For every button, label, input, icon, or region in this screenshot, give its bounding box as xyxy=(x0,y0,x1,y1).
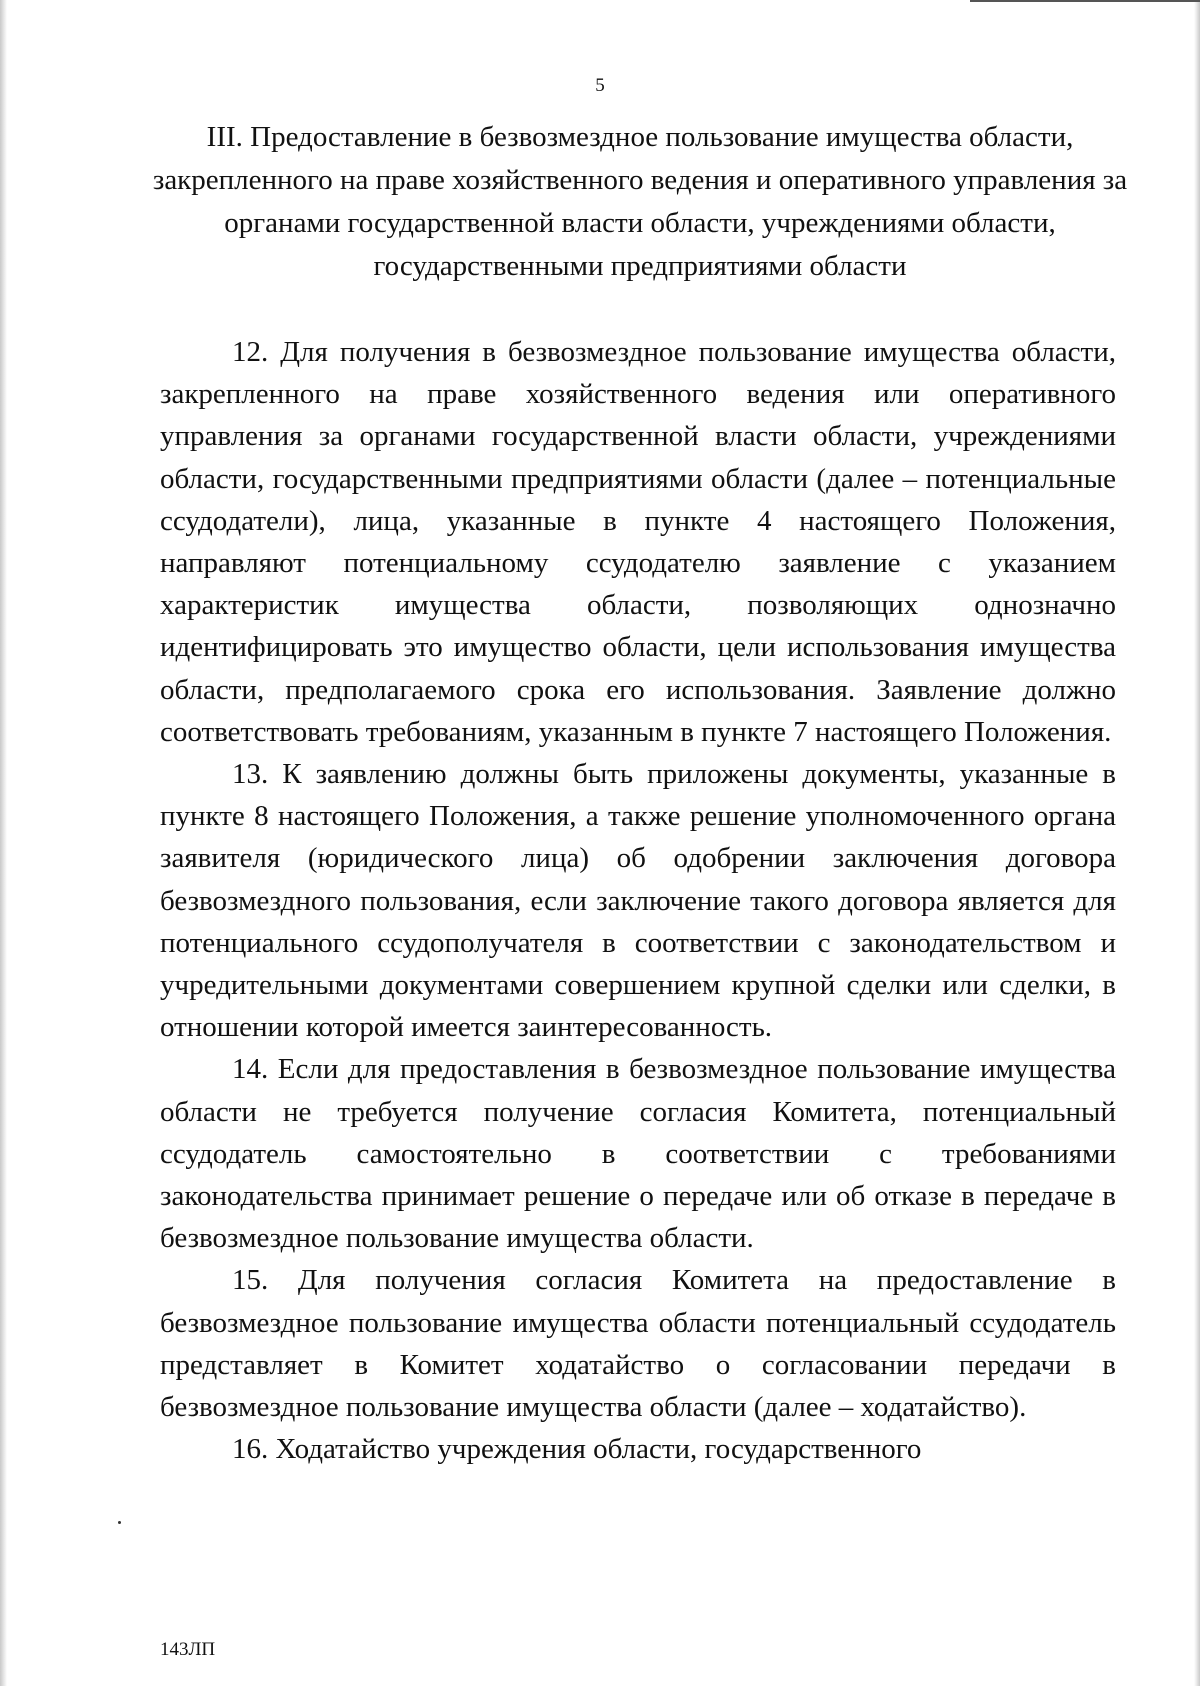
paragraph-13: 13. К заявлению должны быть приложены документы, указанные в пункте 8 настоящего Положения, а также решение уполномоченного органа заявителя (юридического лица) об одобрении заключения договора безвозмездного пользования, если заключение такого договора является для потенциального ссудополучателя в соответствии с законодательством и учредительными документами совершением крупной сделки или сделки, в отношении которой имеется заинтересованность. xyxy=(160,758,1116,1044)
paragraph-12: 12. Для получения в безвозмездное пользование имущества области, закрепленного на праве хозяйственного ведения или оперативного управления за органами государственной власти области, учреждениями области, государственными предприятиями области (далее – потенциальные ссудодатели), лица, указанные в пункте 4 настоящего Положения, направляют потенциальному ссудодателю заявление с указанием характеристик имущества области, позволяющих однозначно идентифицировать это имущество области, цели использования имущества области, предполагаемого срока его использования. Заявление должно соответствовать требованиям, указанным в пункте 7 настоящего Положения. xyxy=(160,336,1116,748)
document-body xyxy=(160,331,1116,1470)
scan-edge-top xyxy=(970,0,1200,2)
scan-edge-left xyxy=(0,0,7,1686)
scan-speck xyxy=(118,1521,121,1524)
scan-edge-right xyxy=(1194,0,1200,1686)
page-number: 5 xyxy=(595,75,605,96)
paragraph-14: 14. Если для предоставления в безвозмездное пользование имущества области не требуется получение согласия Комитета, потенциальный ссудодатель самостоятельно в соответствии с требованиями законодательства принимает решение о передаче или об отказе в передаче в безвозмездное пользование имущества области. xyxy=(160,1053,1116,1255)
footer-code: 143ЛП xyxy=(160,1639,216,1660)
paragraph-15: 15. Для получения согласия Комитета на предоставление в безвозмездное пользование имущества области потенциальный ссудодатель представляет в Комитет ходатайство о согласовании передачи в безвозмездное пользование имущества области (далее – ходатайство). xyxy=(160,1264,1116,1424)
paragraph-16: 16. Ходатайство учреждения области, государственного xyxy=(232,1433,922,1466)
section-title: III. Предоставление в безвозмездное пользование имущества области, закрепленного на праве хозяйственного ведения и оперативного управления за органами государственной власти области, учреждениями области, государственными предприятиями области xyxy=(152,121,1128,282)
